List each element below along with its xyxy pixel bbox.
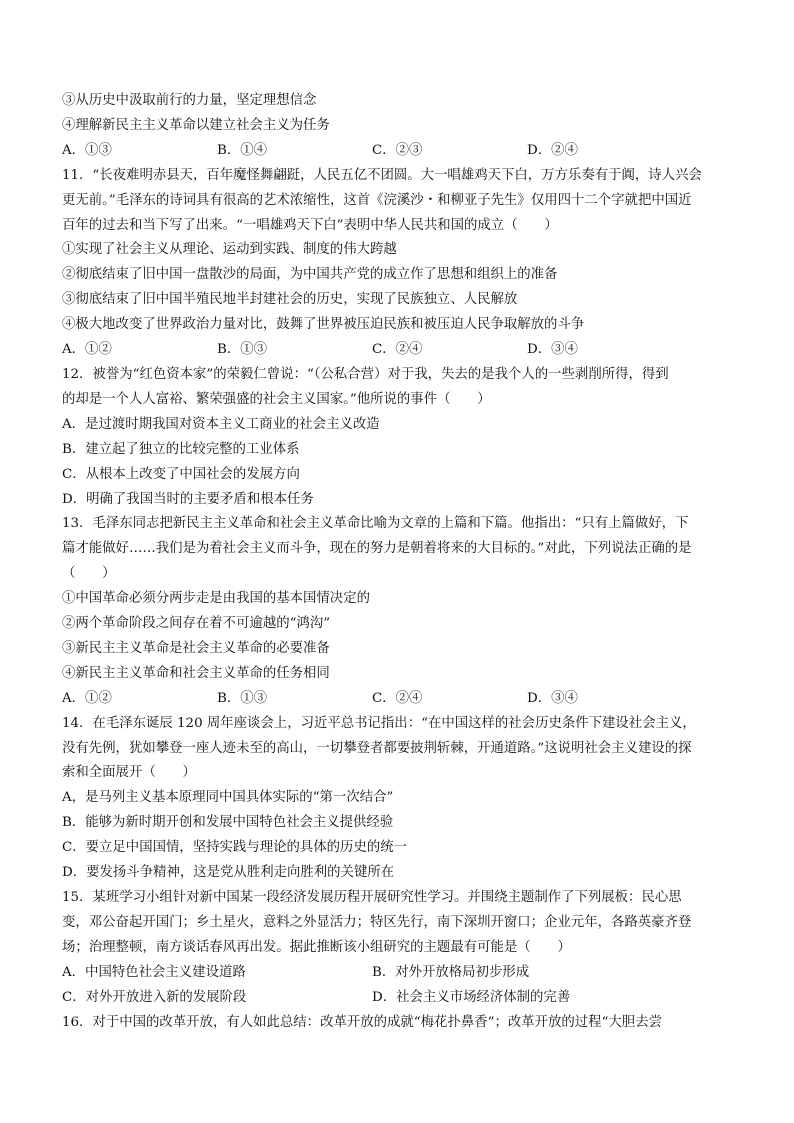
question-14-text: 没有先例，犹如攀登一座人迹未至的高山，一切攀登者都要披荆斩棘，开通道路。”这说明社会主义建设的探 (62, 740, 692, 756)
question-15-text: 场；治理整顿，南方谈话春风再出发。据此推断该小组研究的主题最有可能是（ ） (62, 939, 571, 955)
answer-option-b: B．①④ (217, 142, 268, 158)
answer-option-c: C．要立足中国国情，坚持实践与理论的具体的历史的统一 (62, 840, 408, 856)
question-13-text: 篇才能做好……我们是为着社会主义而斗争，现在的努力是朝着将来的大目标的。”对此，下列说法正确的是 (62, 541, 692, 557)
answer-options (62, 687, 742, 712)
answer-option-b: B．对外开放格局初步形成 (372, 964, 530, 980)
answer-option-b: B．①③ (217, 342, 268, 358)
option-item: ③从历史中汲取前行的力量，坚定理想信念 (62, 93, 317, 108)
answer-option-a: A．①② (62, 690, 112, 706)
statement-item: ④新民主主义革命和社会主义革命的任务相同 (62, 665, 330, 681)
answer-options (62, 139, 742, 164)
option-item: ④理解新民主主义革命以建立社会主义为任务 (62, 117, 330, 133)
question-13-text: （ ） (62, 566, 116, 582)
question-11-text: 百年的过去和当下写了出来。“一唱雄鸡天下白”表明中华人民共和国的成立（ ） (62, 217, 558, 233)
answer-option-c: C．②③ (372, 142, 423, 158)
answer-option-d: D．②④ (527, 142, 578, 158)
question-12-text: 的却是一个人人富裕、繁荣强盛的社会主义国家。”他所说的事件（ ） (62, 391, 491, 407)
answer-option-d: D．要发扬斗争精神，这是党从胜利走向胜利的关键所在 (62, 865, 395, 881)
answer-option-b: B．建立起了独立的比较完整的工业体系 (62, 441, 300, 457)
question-15-text: 15．某班学习小组针对新中国某一段经济发展历程开展研究性学习。并围绕主题制作了下列展板：民心思 (62, 890, 682, 905)
answer-option-b: B．①③ (217, 690, 268, 706)
question-12-text: 12．被誉为“红色资本家”的荣毅仁曾说：“（公私合营）对于我，失去的是我个人的一些剥削所得，得到 (62, 366, 669, 382)
question-15-text: 变，邓公奋起开国门；乡土星火，意料之外显活力；特区先行，南下深圳开窗口；企业元年，各路英豪齐登 (62, 914, 692, 930)
answer-option-a: A．中国特色社会主义建设道路 (62, 964, 246, 980)
answer-option-c: C．从根本上改变了中国社会的发展方向 (62, 466, 300, 482)
answer-option-a: A．①② (62, 342, 112, 358)
statement-item: ①实现了社会主义从理论、运动到实践、制度的伟大跨越 (62, 242, 397, 258)
question-16-text: 16．对于中国的改革开放，有人如此总结：改革开放的成就“梅花扑鼻香”；改革开放的过程“大胆去尝 (62, 1014, 662, 1030)
answer-option-c: C．②④ (372, 342, 423, 358)
statement-item: ②彻底结束了旧中国一盘散沙的局面，为中国共产党的成立作了思想和组织上的准备 (62, 267, 558, 283)
answer-option-c: C．②④ (372, 690, 423, 706)
answer-option-b: B．能够为新时期开创和发展中国特色社会主义提供经验 (62, 815, 394, 831)
answer-option-d: D．社会主义市场经济体制的完善 (372, 989, 571, 1005)
answer-option-d: D．③④ (527, 342, 578, 358)
answer-options (62, 986, 742, 1011)
statement-item: ③彻底结束了旧中国半殖民地半封建社会的历史，实现了民族独立、人民解放 (62, 292, 518, 308)
question-11-text: 11．“长夜难明赤县天，百年魔怪舞翩跹，人民五亿不团圆。大一唱雄鸡天下白，万方乐奏有于阗，诗人兴会 (62, 167, 702, 183)
answer-option-d: D．③④ (527, 690, 578, 706)
question-11-text: 更无前。”毛泽东的诗词具有很高的艺术浓缩性，这首《浣溪沙・和柳亚子先生》仅用四十二个字就把中国近 (62, 192, 692, 208)
answer-option-a: A．①③ (62, 142, 112, 158)
answer-options (62, 338, 742, 363)
answer-options (62, 961, 742, 986)
answer-option-c: C．对外开放进入新的发展阶段 (62, 989, 247, 1005)
statement-item: ①中国革命必须分两步走是由我国的基本国情决定的 (62, 591, 370, 607)
answer-option-d: D．明确了我国当时的主要矛盾和根本任务 (62, 491, 314, 507)
statement-item: ③新民主主义革命是社会主义革命的必要准备 (62, 640, 330, 656)
question-14-text: 14．在毛泽东诞辰 120 周年座谈会上，习近平总书记指出：“在中国这样的社会历史条件下建设社会主义， (62, 715, 696, 731)
answer-option-a: A．是过渡时期我国对资本主义工商业的社会主义改造 (62, 416, 380, 432)
statement-item: ②两个革命阶段之间存在着不可逾越的“鸿沟” (62, 616, 331, 632)
statement-item: ④极大地改变了世界政治力量对比，鼓舞了世界被压迫民族和被压迫人民争取解放的斗争 (62, 317, 585, 333)
answer-option-a: A，是马列主义基本原理同中国具体实际的“第一次结合” (62, 790, 394, 806)
question-13-text: 13．毛泽东同志把新民主主义革命和社会主义革命比喻为文章的上篇和下篇。他指出：“只有上篇做好，下 (62, 516, 689, 532)
question-14-text: 索和全面展开（ ） (62, 765, 196, 781)
